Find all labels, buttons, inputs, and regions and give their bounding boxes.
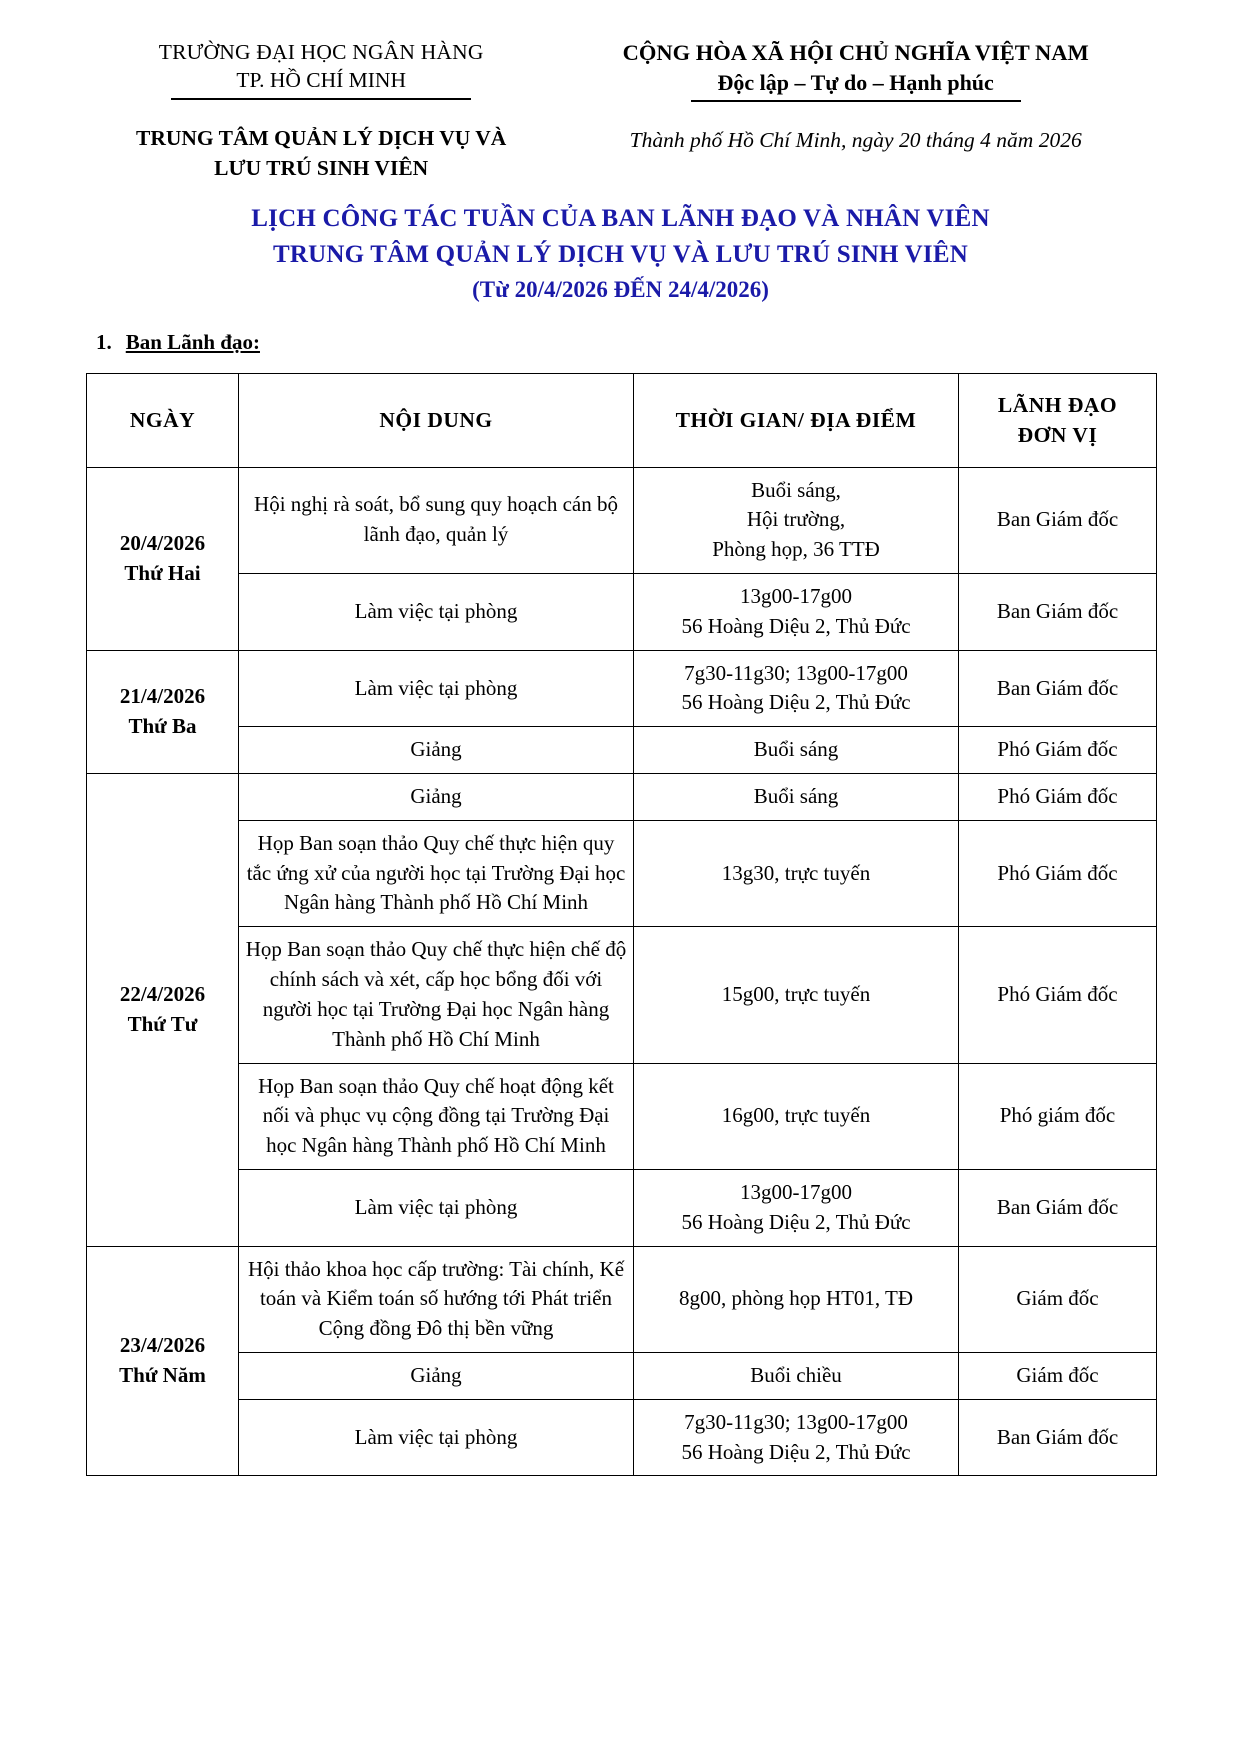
cell-content: Làm việc tại phòng <box>239 1399 634 1476</box>
section-heading <box>96 330 1155 355</box>
cell-leader: Ban Giám đốc <box>959 1169 1157 1246</box>
cell-time-line: 56 Hoàng Diệu 2, Thủ Đức <box>681 1439 911 1464</box>
table-row <box>87 650 1157 727</box>
cell-leader: Giám đốc <box>959 1246 1157 1352</box>
cell-time-place <box>634 927 959 1063</box>
cell-time-place <box>634 1169 959 1246</box>
document-header <box>86 34 1155 102</box>
cell-time-line: 56 Hoàng Diệu 2, Thủ Đức <box>681 613 911 638</box>
table-row <box>87 927 1157 1063</box>
cell-day-date: 20/4/2026 <box>119 530 206 555</box>
table-row <box>87 727 1157 774</box>
cell-time-place <box>634 1246 959 1352</box>
center-name <box>86 124 556 182</box>
cell-time-place <box>634 467 959 573</box>
table-row <box>87 820 1157 926</box>
cell-leader: Phó Giám đốc <box>959 820 1157 926</box>
cell-time-line: 13g30, trực tuyến <box>721 860 871 885</box>
column-header-content: NỘI DUNG <box>239 373 634 467</box>
cell-content: Làm việc tại phòng <box>239 650 634 727</box>
cell-time-line: 8g00, phòng họp HT01, TĐ <box>678 1286 914 1311</box>
cell-day-weekday: Thứ Năm <box>119 1363 206 1388</box>
cell-time-line: 7g30-11g30; 13g00-17g00 <box>684 1409 908 1434</box>
column-header-leader-line2: ĐƠN VỊ <box>1017 423 1098 448</box>
table-row <box>87 1246 1157 1352</box>
university-name-line2: TP. HỒ CHÍ MINH <box>236 68 406 93</box>
national-motto: Độc lập – Tự do – Hạnh phúc <box>717 69 994 95</box>
cell-day-date: 22/4/2026 <box>119 982 206 1007</box>
header-right-divider <box>691 100 1021 102</box>
cell-content: Họp Ban soạn thảo Quy chế thực hiện chế độ chính sách và xét, cấp học bổng đối với người học tại Trường Đại học Ngân hàng Thành phố Hồ Chí Minh <box>239 927 634 1063</box>
cell-time-place <box>634 1063 959 1169</box>
schedule-body <box>87 467 1157 1476</box>
weekly-schedule-table <box>86 373 1157 1477</box>
cell-time-place <box>634 573 959 650</box>
document-subheader <box>86 102 1155 182</box>
cell-content: Giảng <box>239 727 634 774</box>
place-and-date: Thành phố Hồ Chí Minh, ngày 20 tháng 4 năm 2026 <box>629 128 1082 153</box>
cell-leader: Phó giám đốc <box>959 1063 1157 1169</box>
cell-time-place <box>634 650 959 727</box>
cell-day <box>87 467 239 650</box>
cell-leader: Ban Giám đốc <box>959 467 1157 573</box>
column-header-leader-line1: LÃNH ĐẠO <box>997 392 1118 417</box>
cell-content: Họp Ban soạn thảo Quy chế hoạt động kết nối và phục vụ cộng đồng tại Trường Đại học Ngân hàng Thành phố Hồ Chí Minh <box>239 1063 634 1169</box>
title-line-2: TRUNG TÂM QUẢN LÝ DỊCH VỤ VÀ LƯU TRÚ SINH VIÊN <box>273 240 968 268</box>
cell-time-line: 15g00, trực tuyến <box>721 982 871 1007</box>
cell-time-place <box>634 820 959 926</box>
cell-content: Hội thảo khoa học cấp trường: Tài chính, Kế toán và Kiểm toán số hướng tới Phát triển Cộng đồng Đô thị bền vững <box>239 1246 634 1352</box>
column-header-leader <box>959 373 1157 467</box>
cell-time-line: 13g00-17g00 <box>740 1179 852 1204</box>
table-row <box>87 467 1157 573</box>
cell-leader: Phó Giám đốc <box>959 774 1157 821</box>
cell-content: Họp Ban soạn thảo Quy chế thực hiện quy tắc ứng xử của người học tại Trường Đại học Ngân hàng Thành phố Hồ Chí Minh <box>239 820 634 926</box>
title-line-1: LỊCH CÔNG TÁC TUẦN CỦA BAN LÃNH ĐẠO VÀ NHÂN VIÊN <box>251 204 990 232</box>
cell-time-line: 56 Hoàng Diệu 2, Thủ Đức <box>681 1209 911 1234</box>
cell-time-place <box>634 1353 959 1400</box>
national-title: CỘNG HÒA XÃ HỘI CHỦ NGHĨA VIỆT NAM <box>622 40 1089 65</box>
cell-day <box>87 1246 239 1476</box>
column-header-day: NGÀY <box>87 373 239 467</box>
cell-time-line: 13g00-17g00 <box>740 583 852 608</box>
cell-time-place <box>634 774 959 821</box>
center-name-line2: LƯU TRÚ SINH VIÊN <box>214 155 429 180</box>
cell-time-line: Buổi chiều <box>750 1363 842 1388</box>
header-left-divider <box>171 98 471 100</box>
cell-content: Làm việc tại phòng <box>239 573 634 650</box>
cell-time-line: Phòng họp, 36 TTĐ <box>712 537 880 562</box>
cell-content: Hội nghị rà soát, bổ sung quy hoạch cán bộ lãnh đạo, quản lý <box>239 467 634 573</box>
university-name-line1: TRƯỜNG ĐẠI HỌC NGÂN HÀNG <box>158 40 484 64</box>
cell-time-line: Buổi sáng <box>753 737 839 762</box>
cell-day-date: 21/4/2026 <box>119 684 206 709</box>
cell-time-line: Hội trường, <box>746 507 846 532</box>
cell-leader: Giám đốc <box>959 1353 1157 1400</box>
cell-content: Làm việc tại phòng <box>239 1169 634 1246</box>
table-header-row <box>87 373 1157 467</box>
cell-time-line: 7g30-11g30; 13g00-17g00 <box>684 660 908 685</box>
section-number: 1. <box>96 329 112 354</box>
cell-time-line: Buổi sáng, <box>751 477 841 502</box>
header-left-block <box>86 34 556 100</box>
cell-time-place <box>634 1399 959 1476</box>
center-name-line1: TRUNG TÂM QUẢN LÝ DỊCH VỤ VÀ <box>136 126 507 151</box>
cell-content: Giảng <box>239 774 634 821</box>
table-row <box>87 1353 1157 1400</box>
cell-leader: Phó Giám đốc <box>959 927 1157 1063</box>
header-right-block <box>556 34 1155 102</box>
cell-leader: Ban Giám đốc <box>959 1399 1157 1476</box>
table-row <box>87 774 1157 821</box>
column-header-time-place: THỜI GIAN/ ĐỊA ĐIỂM <box>634 373 959 467</box>
table-row <box>87 573 1157 650</box>
table-row <box>87 1399 1157 1476</box>
cell-day-date: 23/4/2026 <box>119 1333 206 1358</box>
cell-day-weekday: Thứ Hai <box>124 560 201 585</box>
cell-leader: Ban Giám đốc <box>959 650 1157 727</box>
cell-time-line: 56 Hoàng Diệu 2, Thủ Đức <box>681 690 911 715</box>
document-title <box>86 201 1155 308</box>
cell-day-weekday: Thứ Ba <box>128 713 197 738</box>
section-label: Ban Lãnh đạo: <box>125 329 260 354</box>
cell-time-line: Buổi sáng <box>753 784 839 809</box>
table-row <box>87 1063 1157 1169</box>
cell-leader: Ban Giám đốc <box>959 573 1157 650</box>
cell-leader: Phó Giám đốc <box>959 727 1157 774</box>
table-row <box>87 1169 1157 1246</box>
cell-content: Giảng <box>239 1353 634 1400</box>
title-line-3: (Từ 20/4/2026 ĐẾN 24/4/2026) <box>472 277 769 303</box>
cell-time-place <box>634 727 959 774</box>
cell-day-weekday: Thứ Tư <box>127 1011 198 1036</box>
cell-day <box>87 774 239 1247</box>
cell-day <box>87 650 239 773</box>
cell-time-line: 16g00, trực tuyến <box>721 1103 871 1128</box>
